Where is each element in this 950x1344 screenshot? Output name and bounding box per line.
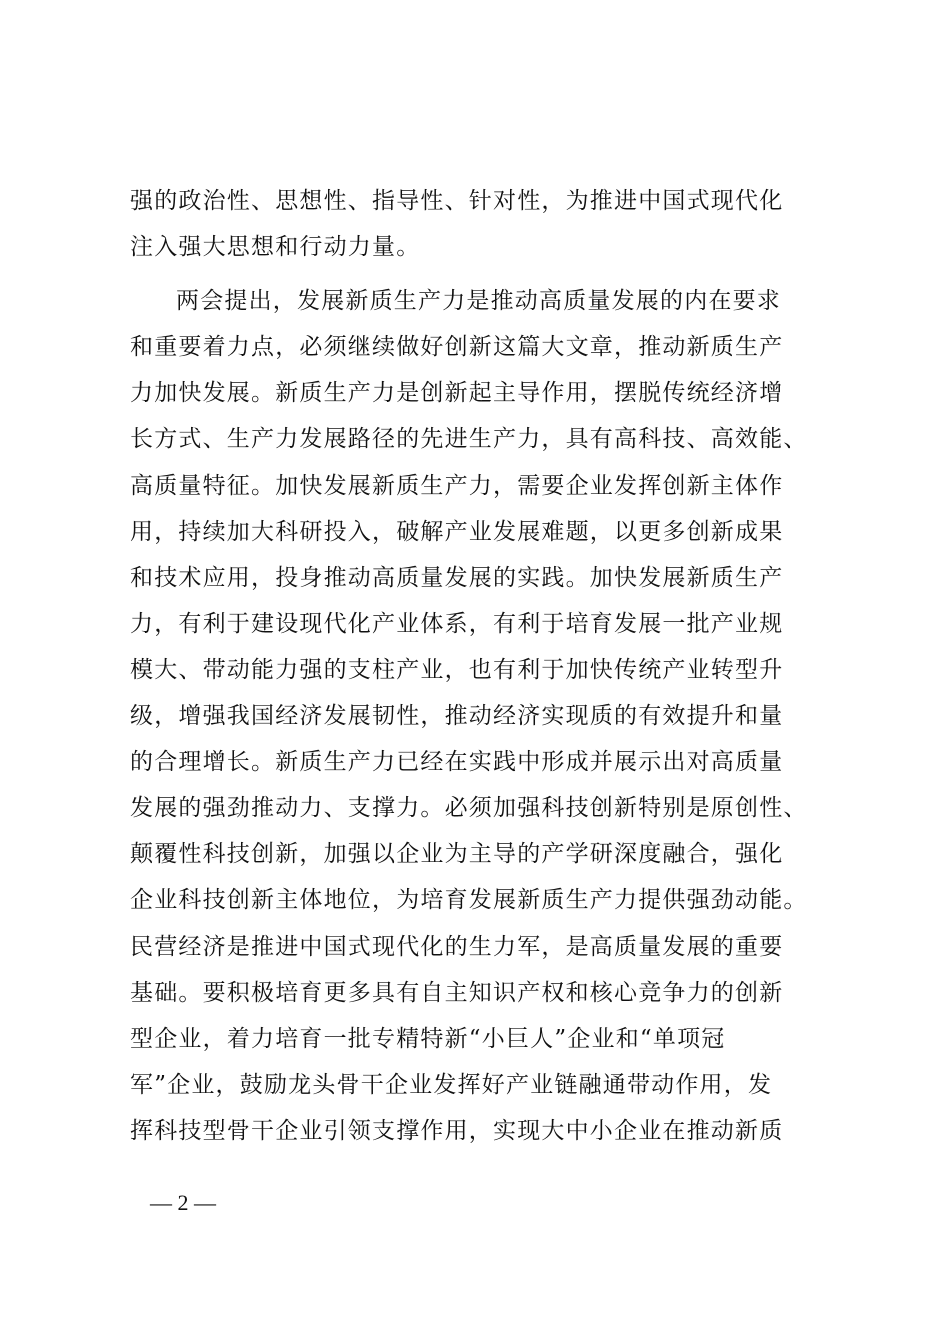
text-line: 级，增强我国经济发展韧性，推动经济实现质的有效提升和量 — [130, 703, 784, 730]
text-line: 力加快发展。新质生产力是创新起主导作用，摆脱传统经济增 — [130, 380, 784, 407]
text-line: 两会提出，发展新质生产力是推动高质量发展的内在要求 — [176, 288, 781, 315]
text-line: 挥科技型骨干企业引领支撑作用，实现大中小企业在推动新质 — [130, 1117, 784, 1144]
page-number: — 2 — — [150, 1190, 216, 1215]
text-line: 和技术应用，投身推动高质量发展的实践。加快发展新质生产 — [130, 564, 784, 591]
text-line: 基础。要积极培育更多具有自主知识产权和核心竞争力的创新 — [130, 979, 784, 1006]
text-line: 和重要着力点，必须继续做好创新这篇大文章，推动新质生产 — [130, 334, 784, 361]
text-line: 民营经济是推进中国式现代化的生力军，是高质量发展的重要 — [130, 933, 784, 960]
text-line: 高质量特征。加快发展新质生产力，需要企业发挥创新主体作 — [130, 472, 784, 499]
text-line: 注入强大思想和行动力量。 — [130, 234, 421, 261]
body-text — [130, 178, 830, 1154]
text-line: 军”企业，鼓励龙头骨干企业发挥好产业链融通带动作用，发 — [130, 1071, 773, 1098]
text-line: 发展的强劲推动力、支撑力。必须加强科技创新特别是原创性、 — [130, 795, 808, 822]
paragraph-1 — [130, 178, 830, 270]
text-line: 模大、带动能力强的支柱产业，也有利于加快传统产业转型升 — [130, 656, 784, 683]
paragraph-2 — [130, 278, 830, 1154]
paragraph-gap — [130, 270, 830, 278]
text-line: 的合理增长。新质生产力已经在实践中形成并展示出对高质量 — [130, 749, 784, 776]
text-line: 力，有利于建设现代化产业体系，有利于培育发展一批产业规 — [130, 610, 784, 637]
text-line: 企业科技创新主体地位，为培育发展新质生产力提供强劲动能。 — [130, 887, 808, 914]
text-line: 长方式、生产力发展路径的先进生产力，具有高科技、高效能、 — [130, 426, 808, 453]
text-line: 颠覆性科技创新，加强以企业为主导的产学研深度融合，强化 — [130, 841, 784, 868]
text-line: 用，持续加大科研投入，破解产业发展难题，以更多创新成果 — [130, 518, 784, 545]
text-line: 型企业，着力培育一批专精特新“小巨人”企业和“单项冠 — [130, 1025, 726, 1052]
text-line: 强的政治性、思想性、指导性、针对性，为推进中国式现代化 — [130, 188, 784, 214]
